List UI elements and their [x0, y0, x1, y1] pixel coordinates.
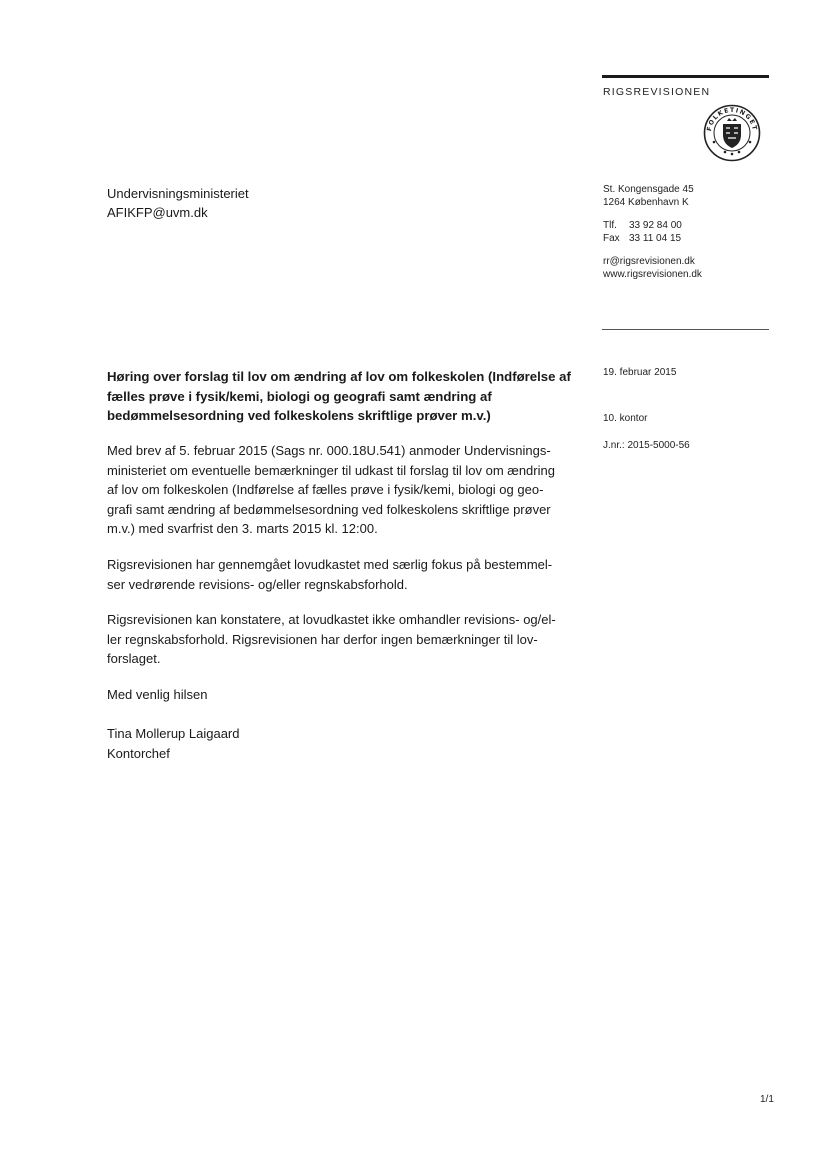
office-name: 10. kontor: [603, 413, 648, 424]
text-line: ler regnskabsforhold. Rigsrevisionen har derfor ingen bemærkninger til lov-: [107, 631, 538, 647]
signer-name: Tina Mollerup Laigaard: [107, 726, 240, 741]
closing-greeting: Med venlig hilsen: [107, 687, 208, 702]
text-line: m.v.) med svarfrist den 3. marts 2015 kl. 12:00.: [107, 521, 378, 536]
text-line: af lov om folkeskolen (Indførelse af fælles prøve i fysik/kemi, biologi og geo-: [107, 482, 544, 497]
letter-date: 19. februar 2015: [603, 367, 677, 378]
letter-subject: Høring over forslag til lov om ændring af lov om folkeskolen (Indførelse af fælles prøve i fysik/kemi, biologi og geografi samt ændring af bedømmelsesordning ved folkeskolens skriftlige prøver m.v.): [107, 369, 571, 423]
sender-website: www.rigsrevisionen.dk: [603, 269, 702, 280]
fax-number: 33 11 04 15: [629, 233, 682, 244]
text-line: ser vedrørende revisions- og/eller regnskabsforhold.: [107, 576, 408, 592]
text-line: ministeriet om eventuelle bemærkninger til udkast til forslag til lov om ændring: [107, 462, 555, 478]
letterhead-top-rule: [602, 75, 769, 78]
seal-text: FOLKETINGET: [705, 106, 759, 132]
text-line: Med brev af 5. februar 2015 (Sags nr. 000.18U.541) anmoder Undervisnings-: [107, 443, 551, 458]
sender-phone-row: [603, 219, 702, 232]
phone-label: Tlf.: [603, 220, 617, 231]
case-number: J.nr.: 2015-5000-56: [603, 440, 690, 451]
sidebar-divider: [602, 329, 769, 330]
body-paragraph-3: [107, 610, 577, 669]
folketinget-seal-icon: [703, 104, 761, 162]
text-line: grafi samt ændring af bedømmelsesordning ved folkeskolens skriftlige prøver: [107, 501, 551, 517]
sender-contact-block: [603, 183, 702, 291]
signature-block: [107, 724, 577, 763]
text-line: Rigsrevisionen har gennemgået lovudkastet med særlig fokus på bestemmel-: [107, 557, 553, 572]
body-paragraph-2: [107, 555, 577, 594]
signer-title: Kontorchef: [107, 745, 170, 761]
sender-street: St. Kongensgade 45: [603, 184, 694, 195]
sender-city: 1264 København K: [603, 197, 689, 208]
text-line: Rigsrevisionen kan konstatere, at lovudkastet ikke omhandler revisions- og/el-: [107, 612, 556, 627]
body-paragraph-1: [107, 441, 577, 539]
page-number: 1/1: [760, 1094, 774, 1105]
recipient-email: AFIKFP@uvm.dk: [107, 204, 208, 220]
fax-label: Fax: [603, 233, 620, 244]
text-line: forslaget.: [107, 651, 161, 666]
sender-email: rr@rigsrevisionen.dk: [603, 256, 695, 267]
recipient-name: Undervisningsministeriet: [107, 186, 249, 201]
recipient-address: [107, 185, 249, 222]
sender-fax-row: [603, 232, 702, 245]
organization-name: RIGSREVISIONEN: [603, 86, 711, 98]
phone-number: 33 92 84 00: [629, 220, 682, 231]
